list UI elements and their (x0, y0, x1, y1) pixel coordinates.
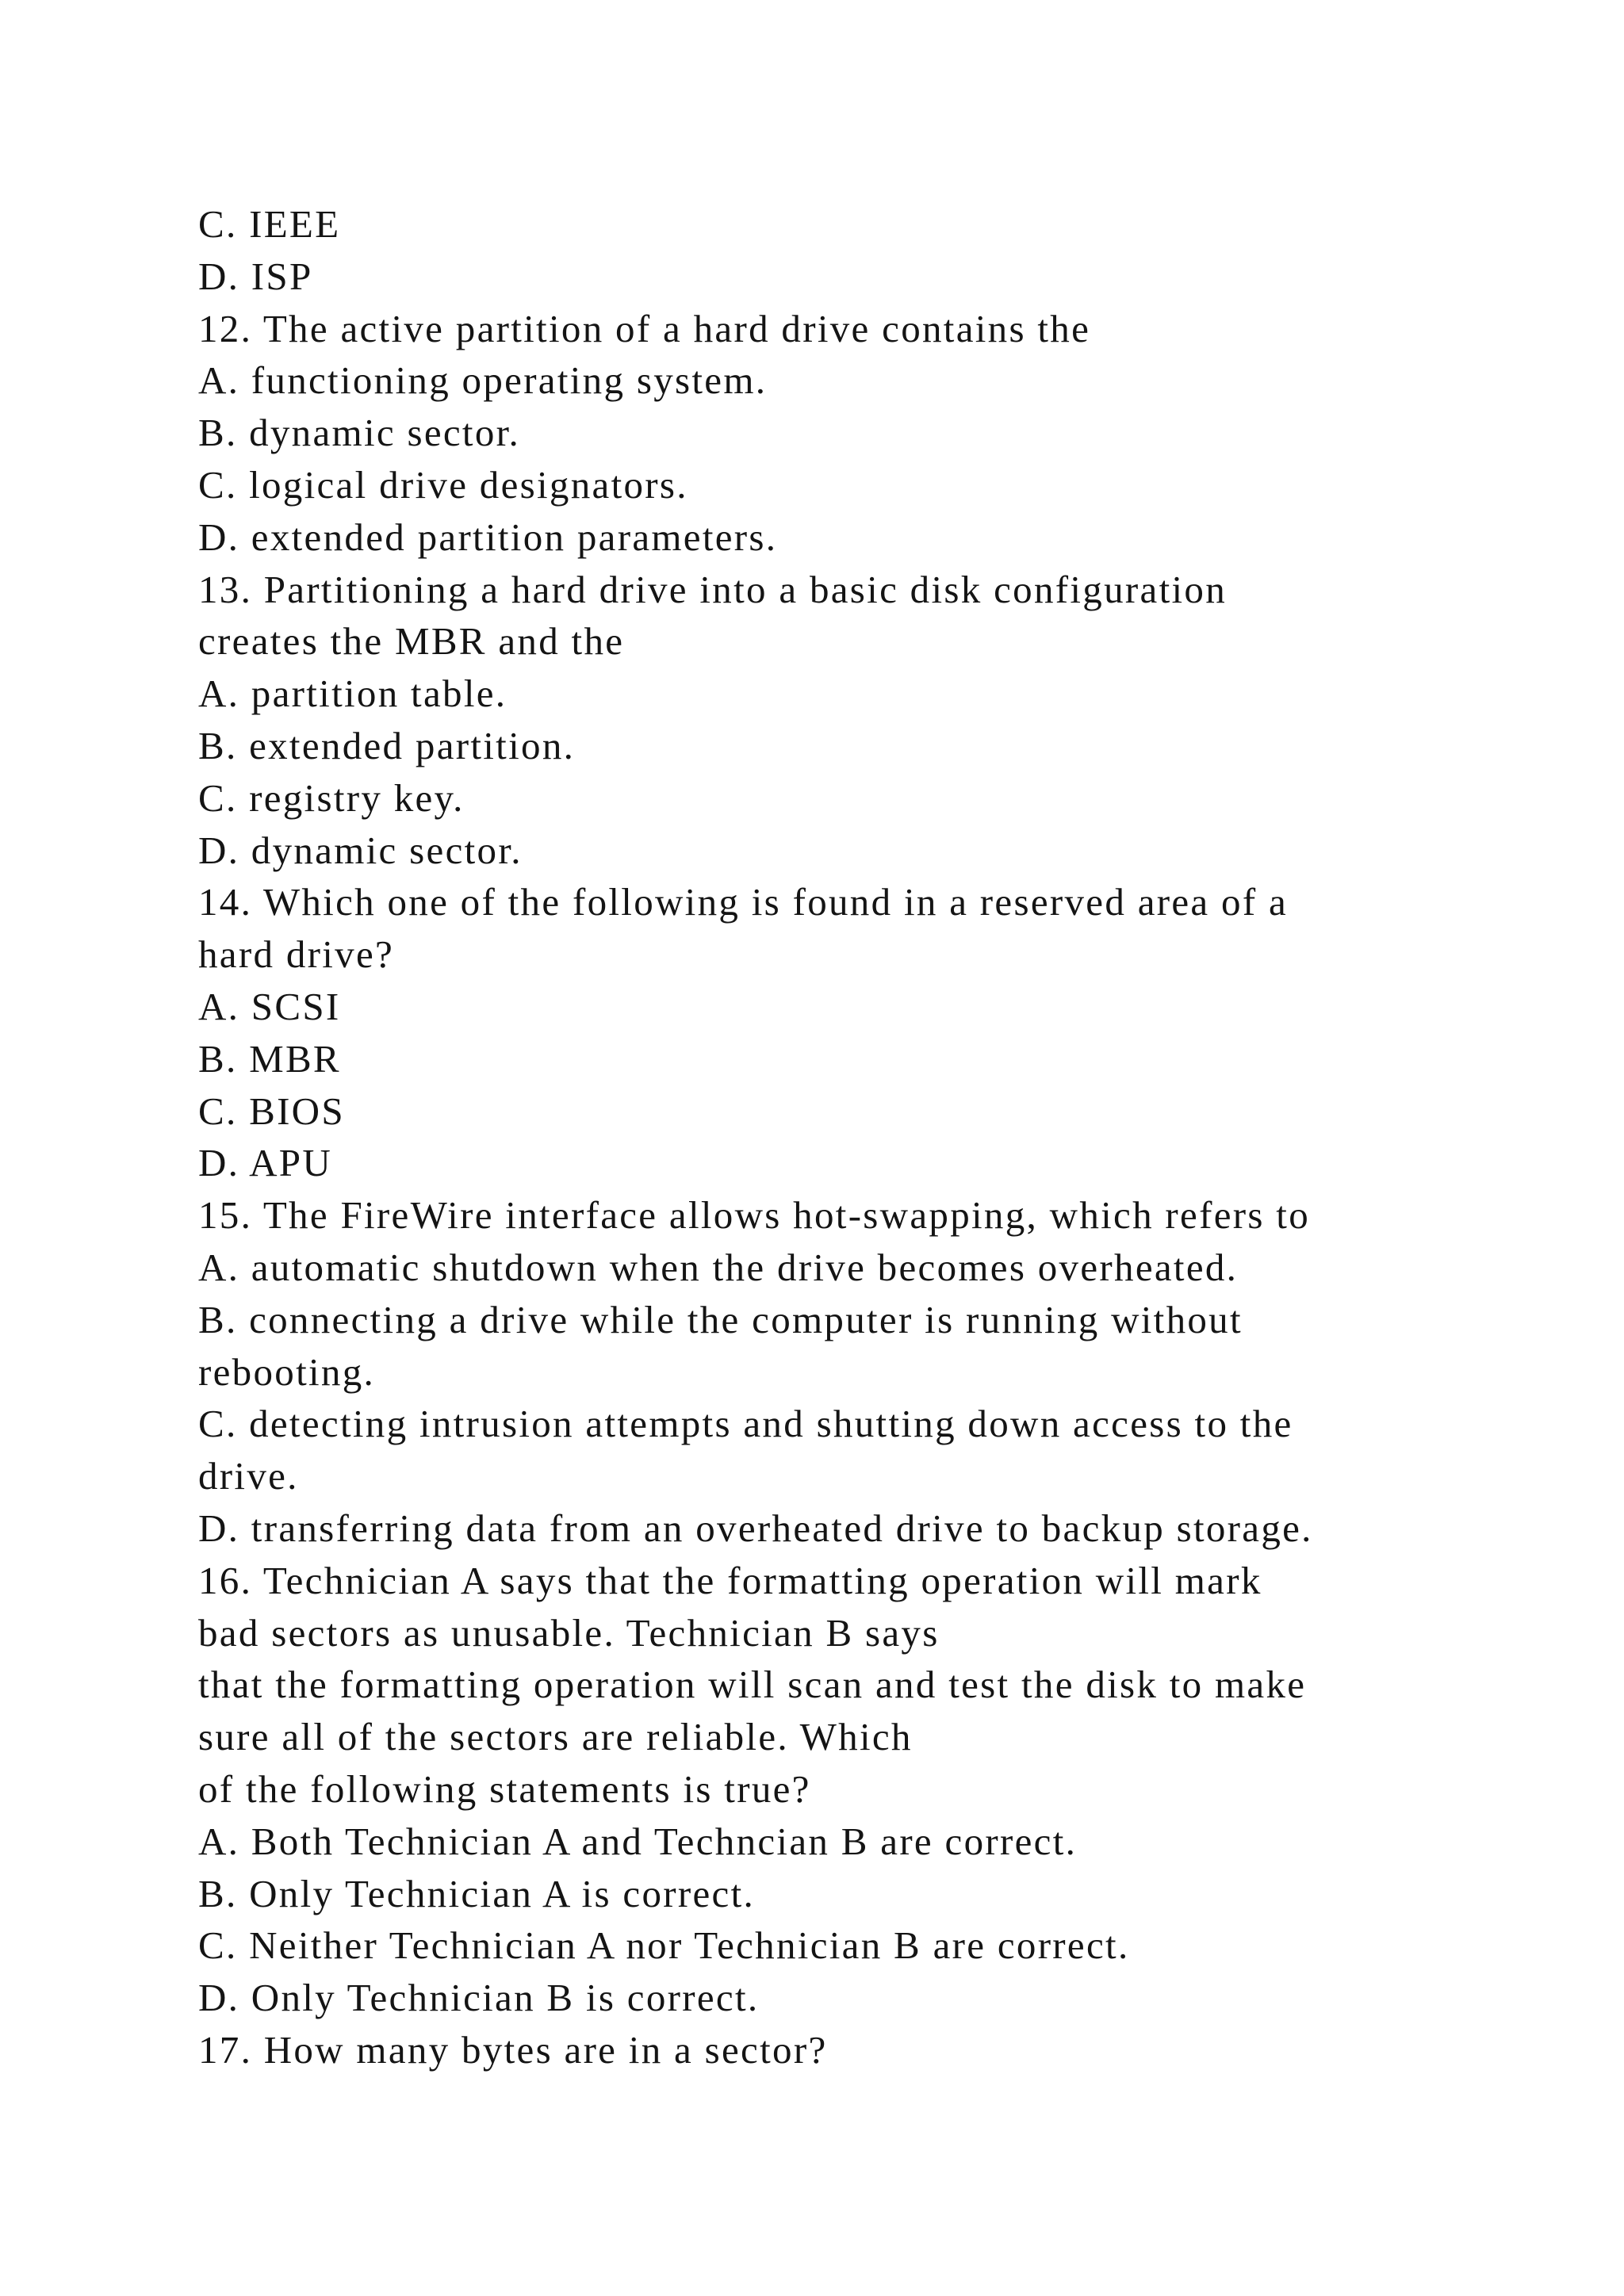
option-15-a: A. automatic shutdown when the drive becomes overheated. (198, 1245, 1239, 1289)
option-13-d: D. dynamic sector. (198, 828, 523, 872)
question-13: 13. Partitioning a hard drive into a basic disk configuration (198, 567, 1227, 611)
option-15-c-continued: drive. (198, 1454, 299, 1498)
option-15-b: B. connecting a drive while the computer is running without (198, 1297, 1243, 1341)
question-17: 17. How many bytes are in a sector? (198, 2027, 828, 2072)
option-12-c: C. logical drive designators. (198, 462, 688, 507)
option-14-b: B. MBR (198, 1036, 341, 1081)
option-16-b: B. Only Technician A is correct. (198, 1871, 756, 1915)
question-16: 16. Technician A says that the formatting operation will mark (198, 1558, 1262, 1602)
option-13-c: C. registry key. (198, 775, 465, 820)
text-body (198, 198, 1546, 2076)
option-12-a: A. functioning operating system. (198, 358, 768, 403)
question-16-line-4: sure all of the sectors are reliable. Which (198, 1715, 913, 1759)
option-11-d: D. ISP (198, 254, 313, 298)
option-15-d: D. transferring data from an overheated drive to backup storage. (198, 1506, 1313, 1550)
option-14-d: D. APU (198, 1141, 333, 1185)
option-14-a: A. SCSI (198, 984, 341, 1028)
option-16-d: D. Only Technician B is correct. (198, 1976, 760, 2020)
option-12-d: D. extended partition parameters. (198, 515, 778, 559)
option-12-b: B. dynamic sector. (198, 411, 521, 455)
option-13-a: A. partition table. (198, 672, 508, 716)
option-11-c: C. IEEE (198, 202, 341, 246)
question-16-line-5: of the following statements is true? (198, 1766, 811, 1811)
question-16-line-3: that the formatting operation will scan and test the disk to make (198, 1663, 1307, 1707)
question-16-line-2: bad sectors as unusable. Technician B says (198, 1610, 940, 1655)
option-13-b: B. extended partition. (198, 723, 576, 767)
option-15-b-continued: rebooting. (198, 1349, 376, 1394)
question-14-continued: hard drive? (198, 932, 395, 977)
question-14: 14. Which one of the following is found in a reserved area of a (198, 880, 1289, 924)
option-14-c: C. BIOS (198, 1089, 345, 1133)
question-15: 15. The FireWire interface allows hot-swapping, which refers to (198, 1193, 1311, 1238)
option-16-c: C. Neither Technician A nor Technician B are correct. (198, 1923, 1130, 1968)
option-15-c: C. detecting intrusion attempts and shutting down access to the (198, 1402, 1293, 1446)
question-12: 12. The active partition of a hard drive contains the (198, 306, 1091, 350)
question-13-continued: creates the MBR and the (198, 619, 625, 664)
option-16-a: A. Both Technician A and Techncian B are correct. (198, 1819, 1078, 1863)
